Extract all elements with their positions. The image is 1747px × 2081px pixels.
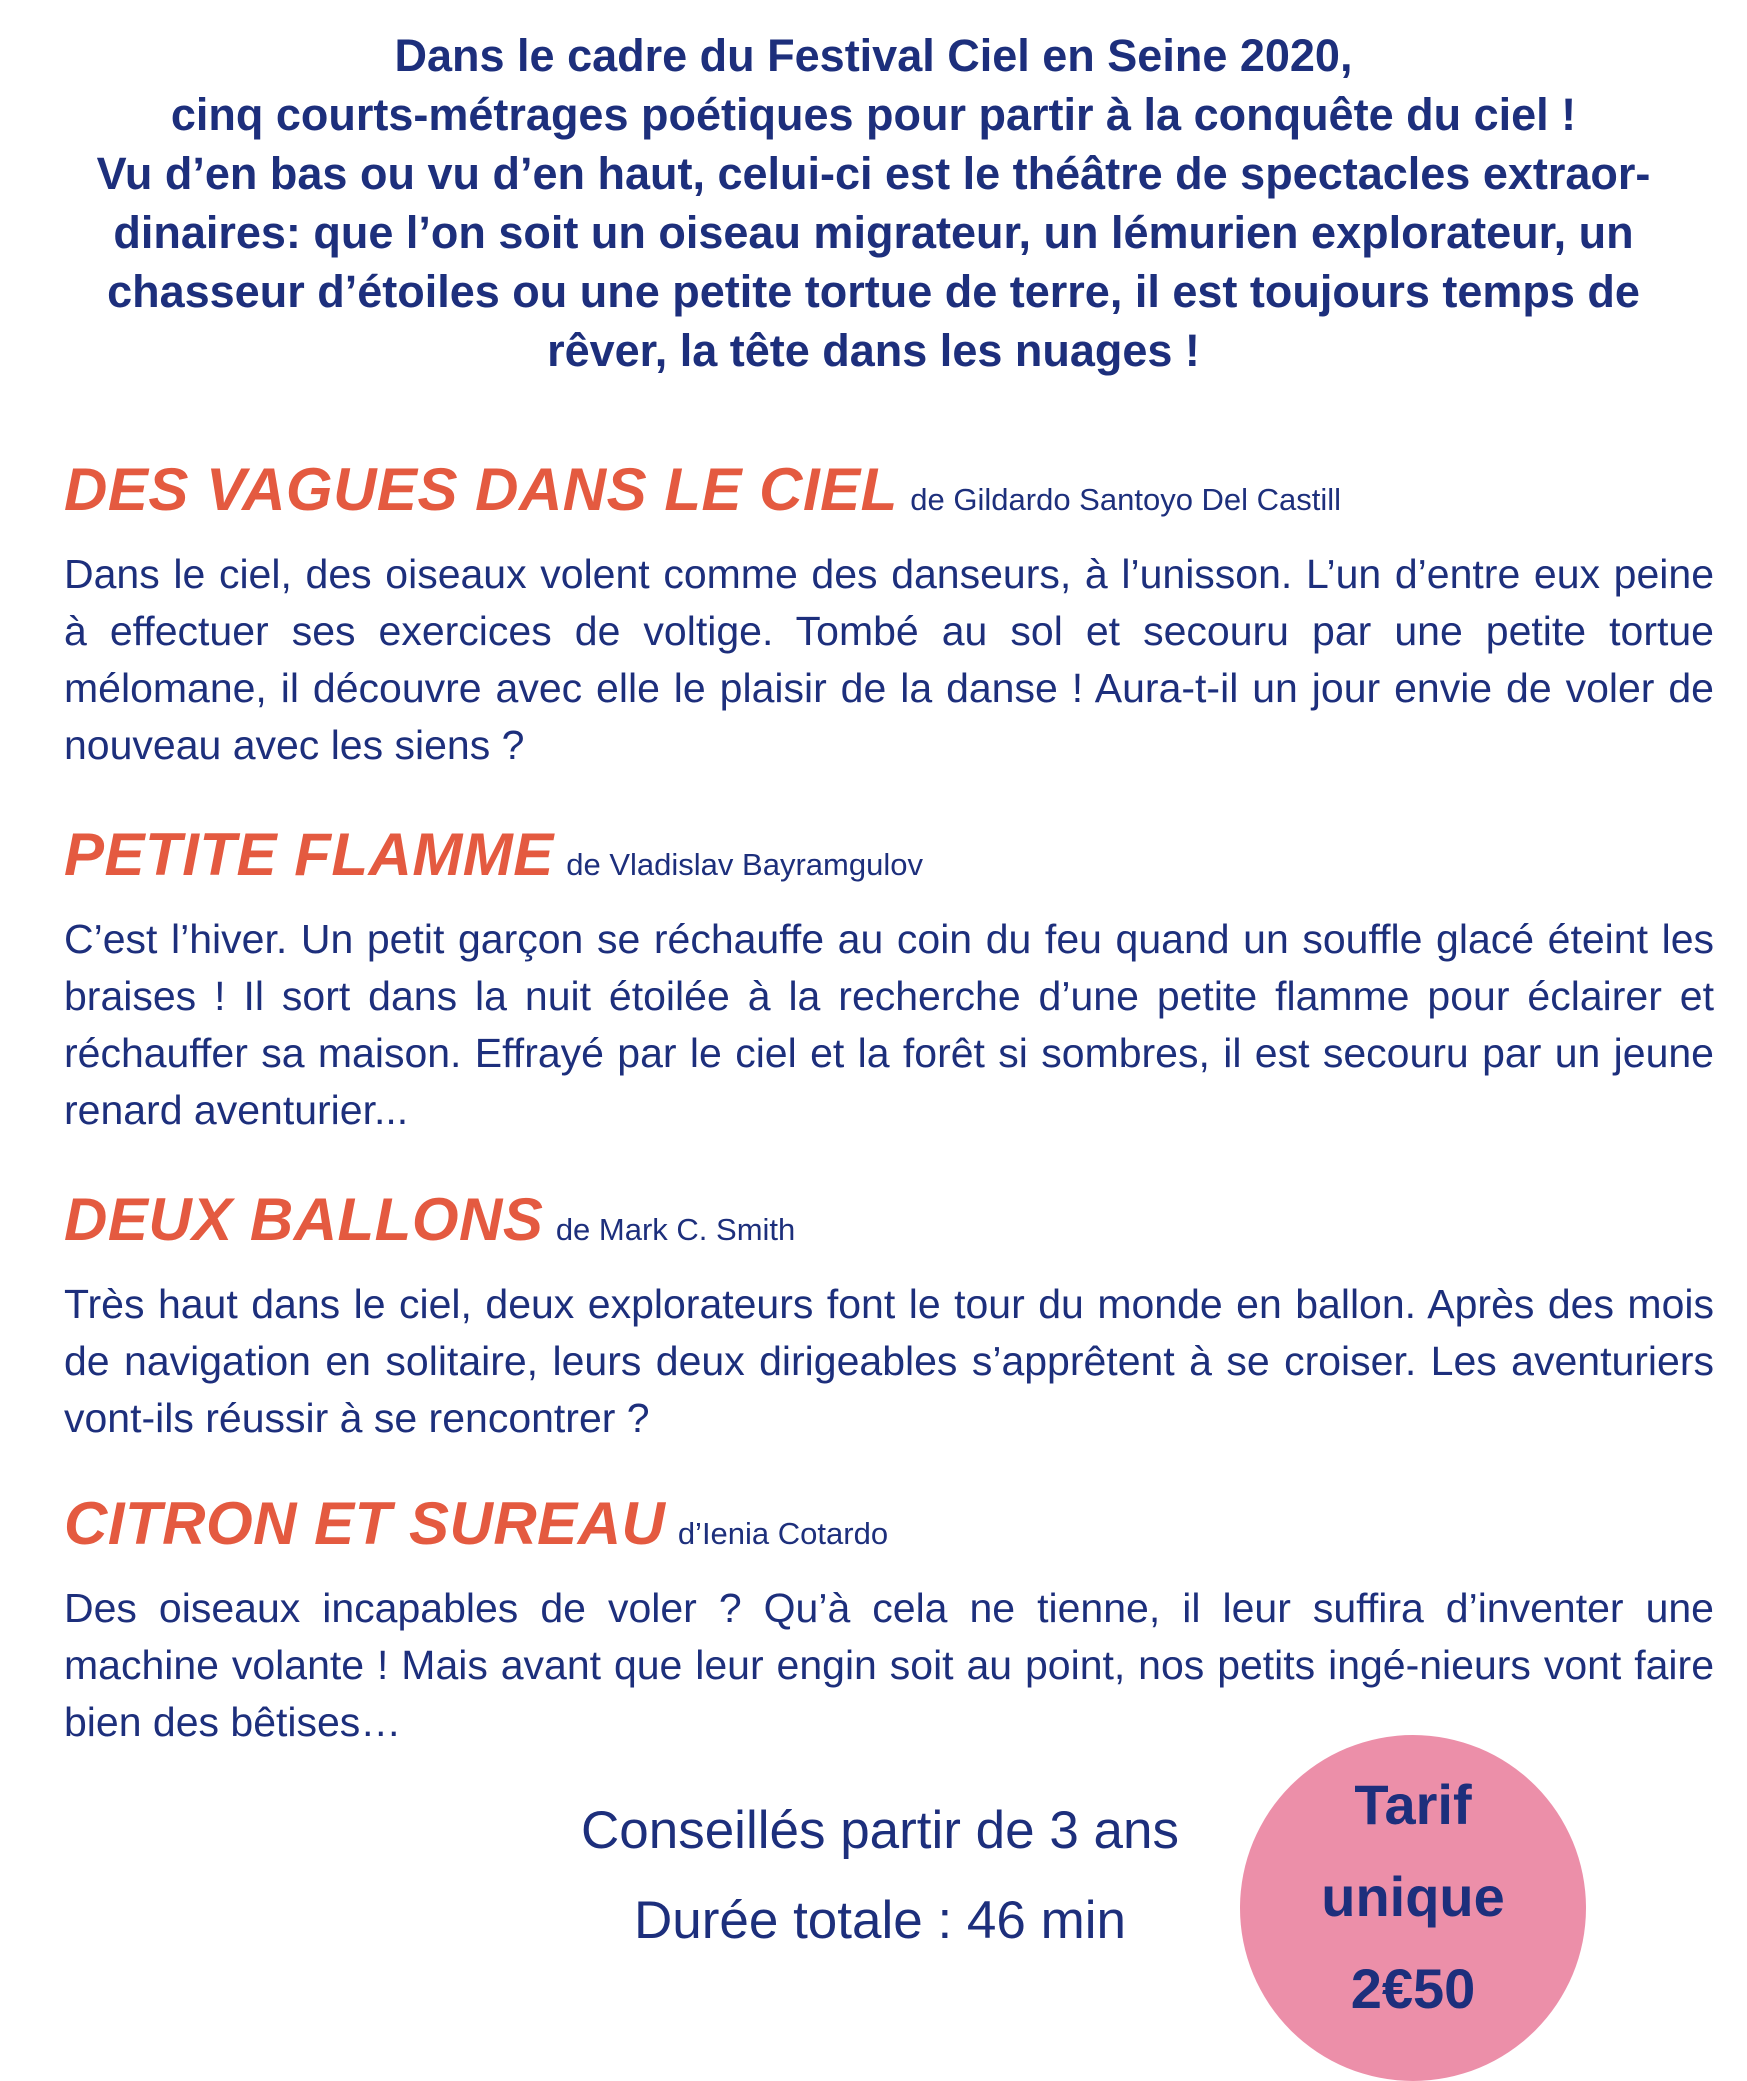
film-heading — [64, 815, 1724, 911]
intro-line: chasseur d’étoiles ou une petite tortue de terre, il est toujours temps de — [107, 266, 1640, 317]
badge-price: 2€50 — [1350, 1957, 1476, 2020]
intro-line: dinaires: que l’on soit un oiseau migrateur, un lémurien explorateur, un — [113, 207, 1634, 258]
film-description: C’est l’hiver. Un petit garçon se réchauffe au coin du feu quand un souffle glacé éteint les braises ! Il sort dans la nuit étoilée à la recherche d’une petite flamme pour éclairer et réchauffer sa maison. Effrayé par le ciel et la forêt si sombres, il est secouru par un jeune renard aventurier... — [64, 916, 1714, 1133]
film-author: de Mark C. Smith — [555, 1212, 796, 1247]
film-block — [64, 815, 1724, 1139]
film-heading — [64, 450, 1724, 546]
film-block — [64, 1180, 1724, 1447]
intro-line: cinq courts-métrages poétiques pour partir à la conquête du ciel ! — [170, 89, 1577, 140]
total-duration: Durée totale : 46 min — [634, 1891, 1126, 1950]
film-title: DES VAGUES DANS LE CIEL — [64, 456, 898, 523]
film-block — [64, 450, 1724, 774]
intro-line: Vu d’en bas ou vu d’en haut, celui-ci est le théâtre de spectacles extraor- — [96, 148, 1651, 199]
age-recommendation: Conseillés partir de 3 ans — [580, 1801, 1180, 1860]
film-description: Des oiseaux incapables de voler ? Qu’à cela ne tienne, il leur suffira d’inventer une machine volante ! Mais avant que leur engin soit au point, nos petits ingé-nieurs vont faire bien des bêtises… — [64, 1585, 1714, 1745]
intro-text — [30, 26, 1717, 380]
film-author: d’Ienia Cotardo — [677, 1516, 889, 1551]
film-heading — [64, 1484, 1724, 1580]
badge-line: Tarif — [1354, 1773, 1472, 1836]
film-author: de Gildardo Santoyo Del Castill — [910, 482, 1342, 517]
film-title: CITRON ET SUREAU — [64, 1490, 666, 1557]
film-block — [64, 1484, 1724, 1751]
film-description: Très haut dans le ciel, deux explorateurs font le tour du monde en ballon. Après des mois de navigation en solitaire, leurs deux dirigeables s’apprêtent à se croiser. Les aventuriers vont-ils réussir à se rencontrer ? — [64, 1281, 1714, 1441]
film-author: de Vladislav Bayramgulov — [566, 847, 923, 882]
badge-line: unique — [1321, 1865, 1505, 1928]
intro-line: Dans le cadre du Festival Ciel en Seine 2020, — [394, 30, 1353, 81]
film-heading — [64, 1180, 1724, 1276]
film-title: PETITE FLAMME — [64, 821, 554, 888]
price-badge — [1240, 1735, 1586, 2081]
film-title: DEUX BALLONS — [64, 1186, 544, 1253]
film-description: Dans le ciel, des oiseaux volent comme des danseurs, à l’unisson. L’un d’entre eux peine à effectuer ses exercices de voltige. Tombé au sol et secouru par une petite tortue mélomane, il découvre avec elle le plaisir de la danse ! Aura-t-il un jour envie de voler de nouveau avec les siens ? — [64, 551, 1714, 768]
intro-line: rêver, la tête dans les nuages ! — [547, 325, 1200, 376]
